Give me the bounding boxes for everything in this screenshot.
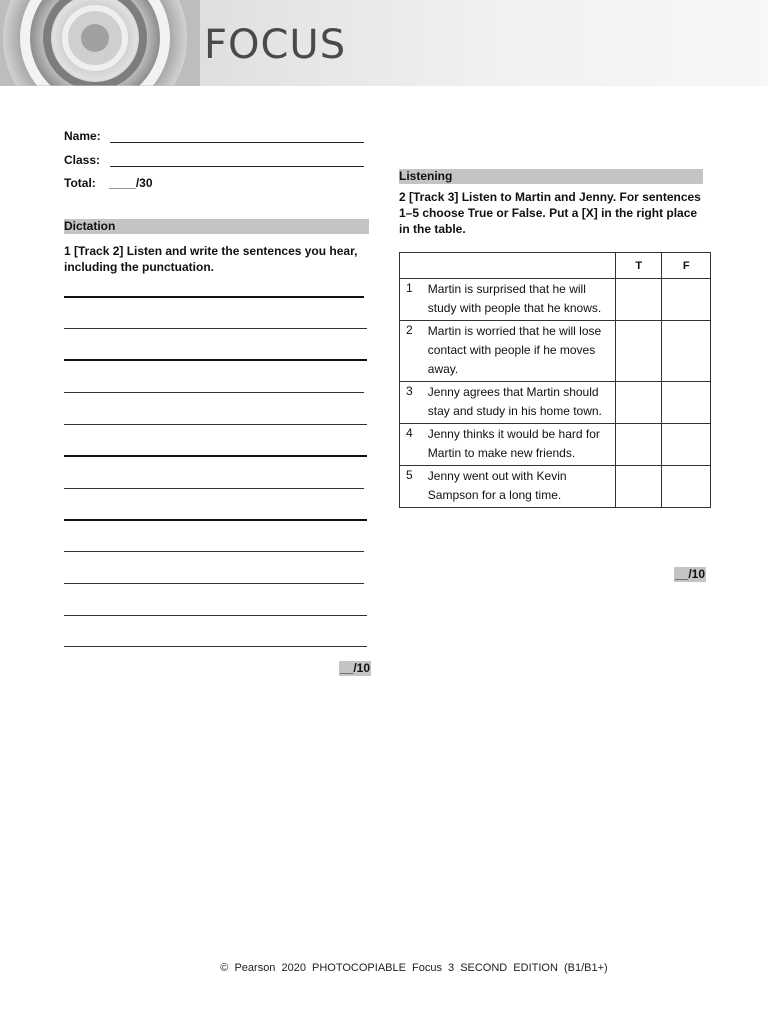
write-line[interactable] xyxy=(64,424,367,425)
write-line[interactable] xyxy=(64,296,364,298)
name-label: Name: xyxy=(64,129,101,143)
dictation-instruction: 1 [Track 2] Listen and write the sentences you hear, including the punctuation. xyxy=(64,244,358,274)
class-field[interactable] xyxy=(110,166,364,167)
false-checkbox[interactable] xyxy=(662,279,711,321)
page-footer: © Pearson 2020 PHOTOCOPIABLE Focus 3 SECOND EDITION (B1/B1+) xyxy=(220,962,608,974)
name-field[interactable] xyxy=(110,142,364,143)
write-line[interactable] xyxy=(64,519,367,521)
true-false-table xyxy=(399,252,711,508)
table-row xyxy=(400,279,711,321)
table-row xyxy=(400,321,711,382)
row-statement: Jenny thinks it would be hard for Martin to make new friends. xyxy=(428,424,616,466)
write-line[interactable] xyxy=(64,583,364,584)
row-number: 5 xyxy=(400,466,428,508)
dictation-heading: Dictation xyxy=(64,219,369,234)
row-number: 2 xyxy=(400,321,428,382)
table-row xyxy=(400,424,711,466)
table-header-blank xyxy=(400,253,616,279)
row-statement: Jenny agrees that Martin should stay and study in his home town. xyxy=(428,382,616,424)
total-label: Total: xyxy=(64,176,96,190)
false-checkbox[interactable] xyxy=(662,321,711,382)
class-label: Class: xyxy=(64,153,101,167)
write-line[interactable] xyxy=(64,551,364,552)
table-header-row xyxy=(400,253,711,279)
listening-score[interactable]: __/10 xyxy=(675,567,706,581)
write-line[interactable] xyxy=(64,455,367,457)
table-row xyxy=(400,466,711,508)
true-checkbox[interactable] xyxy=(615,424,662,466)
row-statement: Martin is surprised that he will study with people that he knows. xyxy=(428,279,616,321)
dictation-score[interactable]: __/10 xyxy=(340,661,371,675)
focus-logo: FOCUS xyxy=(204,22,347,68)
true-checkbox[interactable] xyxy=(615,382,662,424)
listening-instruction: 2 [Track 3] Listen to Martin and Jenny. For sentences 1–5 choose True or False. Put a [X] in the right place in the table. xyxy=(399,190,701,236)
row-statement: Jenny went out with Kevin Sampson for a long time. xyxy=(428,466,616,508)
write-line[interactable] xyxy=(64,488,364,489)
name-row xyxy=(64,129,101,143)
row-statement: Martin is worried that he will lose contact with people if he moves away. xyxy=(428,321,616,382)
false-checkbox[interactable] xyxy=(662,424,711,466)
listening-heading: Listening xyxy=(399,169,703,184)
table-row xyxy=(400,382,711,424)
table-header-true: T xyxy=(615,253,662,279)
row-number: 1 xyxy=(400,279,428,321)
total-score-blank[interactable]: ____/30 xyxy=(109,176,153,190)
true-checkbox[interactable] xyxy=(615,466,662,508)
table-header-false: F xyxy=(662,253,711,279)
false-checkbox[interactable] xyxy=(662,382,711,424)
false-checkbox[interactable] xyxy=(662,466,711,508)
write-line[interactable] xyxy=(64,392,364,393)
true-checkbox[interactable] xyxy=(615,279,662,321)
lens-graphic xyxy=(0,0,200,86)
true-checkbox[interactable] xyxy=(615,321,662,382)
write-line[interactable] xyxy=(64,615,367,616)
header-banner xyxy=(0,0,768,86)
write-line[interactable] xyxy=(64,328,367,329)
write-line[interactable] xyxy=(64,646,367,647)
row-number: 3 xyxy=(400,382,428,424)
total-row xyxy=(64,176,153,190)
class-row xyxy=(64,153,100,167)
row-number: 4 xyxy=(400,424,428,466)
write-line[interactable] xyxy=(64,359,367,361)
